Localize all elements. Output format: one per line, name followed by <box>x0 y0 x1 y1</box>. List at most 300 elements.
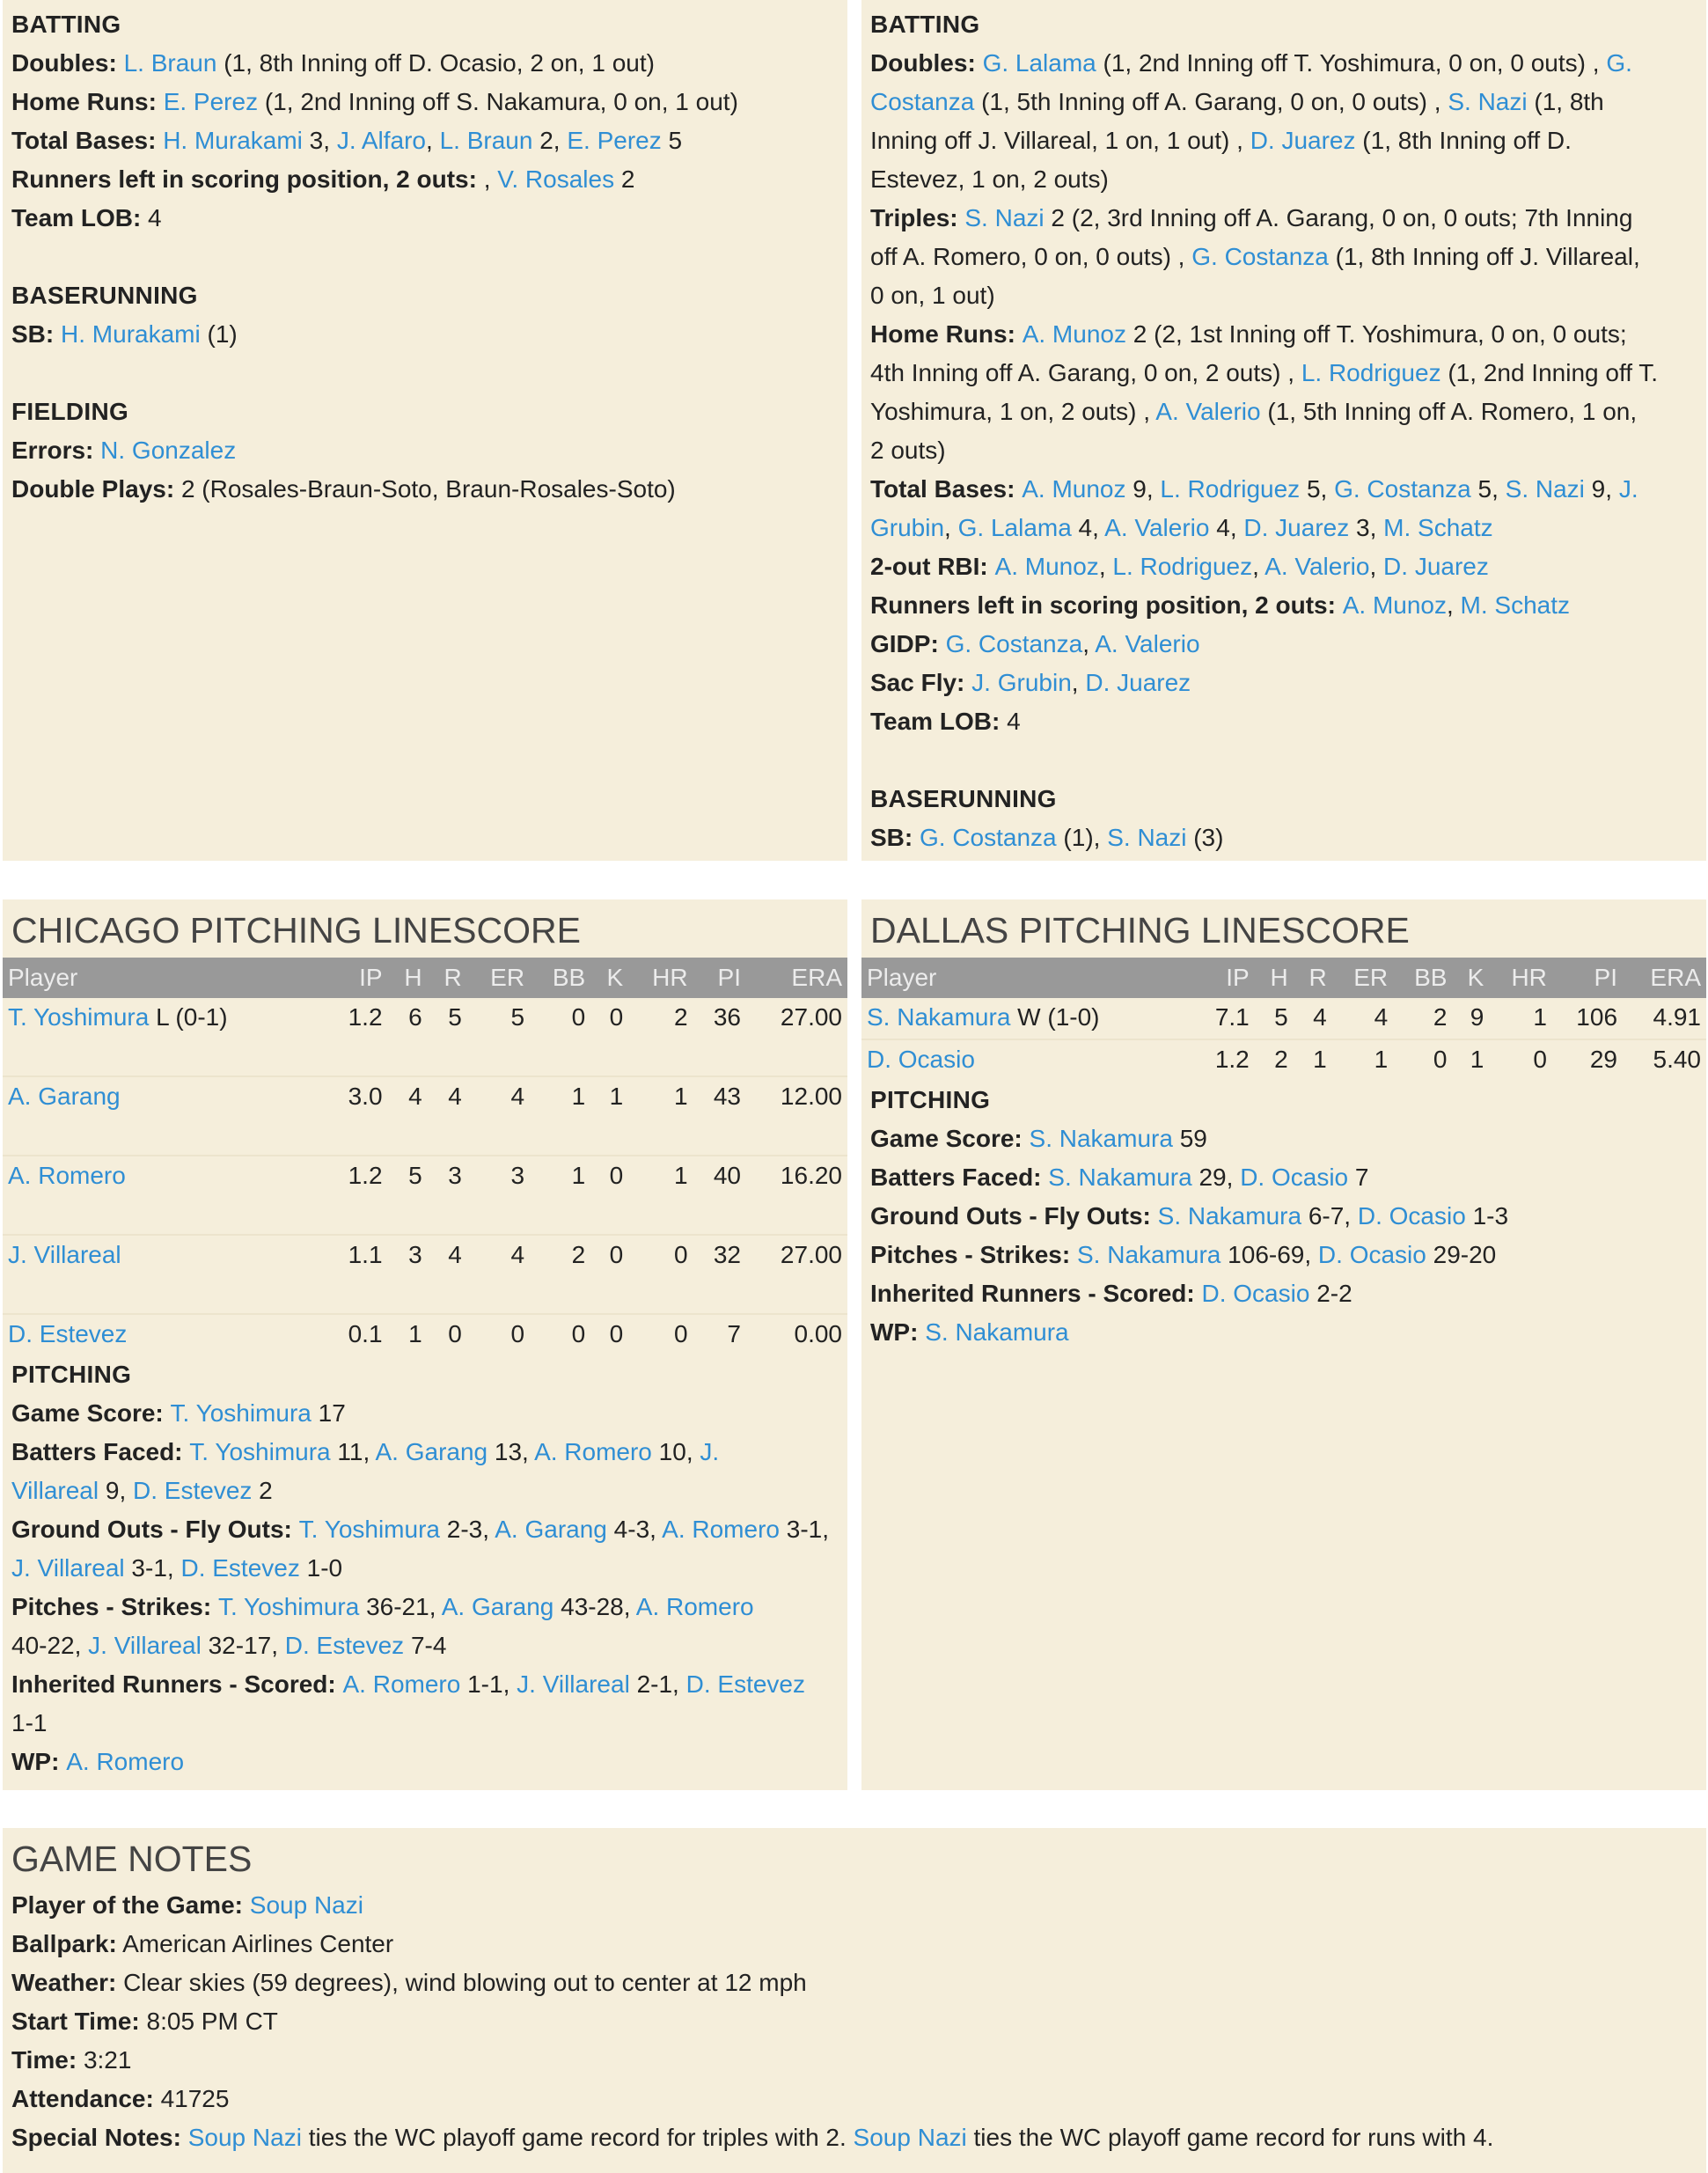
text-line <box>870 741 1697 780</box>
text-line <box>11 1588 839 1626</box>
player-link[interactable]: L. Rodriguez <box>1301 359 1441 386</box>
text-line <box>870 702 1697 741</box>
player-link[interactable]: M. Schatz <box>1460 591 1571 619</box>
player-link[interactable]: S. Nazi <box>964 204 1045 231</box>
text-line <box>870 1120 1697 1158</box>
player-link[interactable]: S. Nakamura <box>1076 1241 1221 1268</box>
stat-text: 4-3, <box>606 1516 663 1543</box>
player-link[interactable]: J. Villareal <box>88 1632 202 1659</box>
player-link[interactable]: G. <box>1606 49 1632 77</box>
player-link[interactable]: S. Nakamura <box>925 1318 1069 1346</box>
stat-cell-k: 0 <box>590 1235 628 1314</box>
stat-text: (1, 5th Inning off A. Garang, 0 on, 0 outs) , <box>974 88 1448 115</box>
dallas-pitching-table <box>861 958 1706 1081</box>
text-line <box>870 199 1697 238</box>
stat-label: Inherited Runners - Scored: <box>11 1670 343 1698</box>
stat-text: (1, 8th Inning off D. <box>1355 127 1572 154</box>
stat-cell-er: 5 <box>467 998 530 1076</box>
stat-text: 11, <box>330 1438 376 1465</box>
stat-cell-er: 4 <box>467 1235 530 1314</box>
player-link[interactable]: A. Munoz <box>1022 475 1126 503</box>
chicago-batting-panel <box>3 0 847 861</box>
stat-cell-hr: 1 <box>628 1076 693 1156</box>
column-header[interactable]: H <box>388 958 428 998</box>
text-line <box>870 509 1697 547</box>
stat-label: WP: <box>11 1748 67 1775</box>
text-line <box>870 1274 1697 1313</box>
stat-label: Batters Faced: <box>11 1438 190 1465</box>
stat-cell-era: 4.91 <box>1623 998 1706 1039</box>
player-link[interactable]: A. Romero <box>342 1670 461 1698</box>
player-link[interactable]: A. Valerio <box>1095 630 1200 657</box>
text-line <box>870 315 1697 354</box>
stat-text: , <box>1098 553 1113 580</box>
column-header[interactable]: ERA <box>746 958 847 998</box>
stat-cell-h: 3 <box>388 1235 428 1314</box>
stat-label: Batters Faced: <box>870 1164 1049 1191</box>
player-link[interactable]: D. Juarez <box>1250 127 1356 154</box>
stat-cell-ip: 1.2 <box>1214 1046 1250 1073</box>
text-line <box>870 1158 1697 1197</box>
player-link[interactable]: A. Valerio <box>1104 514 1210 541</box>
stat-cell-h: 6 <box>388 998 428 1076</box>
stat-cell-k: 0 <box>609 1320 624 1347</box>
player-cell <box>3 1235 325 1314</box>
player-link[interactable]: D. Juarez <box>1085 669 1191 696</box>
stat-cell-ip: 7.1 <box>1193 998 1254 1039</box>
stat-cell-ip: 1.2 <box>325 1156 387 1235</box>
text-line <box>11 1472 839 1510</box>
player-link[interactable]: A. Munoz <box>1022 320 1126 348</box>
stat-label: Ground Outs - Fly Outs: <box>870 1202 1158 1230</box>
stat-label: Triples: <box>870 204 965 231</box>
dallas-batting-lines <box>870 44 1697 857</box>
player-link[interactable]: G. Costanza <box>1191 243 1329 270</box>
text-line <box>870 1313 1697 1352</box>
stat-text: , <box>1252 553 1265 580</box>
player-link[interactable]: J. Grubin <box>971 669 1072 696</box>
player-link[interactable]: D. Ocasio <box>1201 1280 1310 1307</box>
text-line <box>11 1626 839 1665</box>
stat-text: 7 <box>1348 1164 1369 1191</box>
player-link[interactable]: D. Estevez <box>180 1554 300 1582</box>
stat-cell-bb: 0 <box>1433 1046 1448 1073</box>
player-link[interactable]: J. Alfaro <box>336 127 426 154</box>
dallas-pitching-panel <box>861 899 1706 1790</box>
player-link[interactable]: A. Valerio <box>1155 398 1261 425</box>
player-link[interactable]: H. Murakami <box>163 127 303 154</box>
stat-cell-bb: 1 <box>530 1076 590 1156</box>
player-link[interactable]: Costanza <box>870 88 975 115</box>
section-header: BASERUNNING <box>870 785 1057 812</box>
text-line <box>870 160 1697 199</box>
player-link[interactable]: D. Estevez <box>133 1477 253 1504</box>
stat-cell-bb: 0 <box>571 1320 586 1347</box>
stat-text: , <box>1446 591 1461 619</box>
decision-text: W (1-0) <box>1010 1003 1100 1031</box>
stat-text: 2 (2, 1st Inning off T. Yoshimura, 0 on, 0 outs; <box>1125 320 1627 348</box>
stat-text: 32-17, <box>201 1632 285 1659</box>
stat-cell-er: 3 <box>467 1156 530 1235</box>
table-row <box>861 1039 1706 1081</box>
stat-cell-pi: 36 <box>693 998 746 1076</box>
start-time-line: Start Time: 8:05 PM CT <box>11 2008 278 2035</box>
stat-cell-bb: 0 <box>530 998 590 1076</box>
player-link[interactable]: E. Perez <box>567 127 662 154</box>
player-link[interactable]: J. Villareal <box>517 1670 630 1698</box>
player-link[interactable]: J. <box>700 1438 720 1465</box>
player-link[interactable]: V. Rosales <box>497 165 615 193</box>
player-link[interactable]: D. Ocasio <box>1317 1241 1426 1268</box>
table-row <box>3 998 847 1076</box>
weather-line: Weather: Clear skies (59 degrees), wind blowing out to center at 12 mph <box>11 1969 807 1996</box>
pitching-header: PITCHING <box>11 1361 132 1388</box>
team-lob-line: Team LOB: 4 <box>11 204 162 231</box>
stat-label: Ground Outs - Fly Outs: <box>11 1516 299 1543</box>
stat-cell-era: 0.00 <box>794 1320 842 1347</box>
stat-label: Doubles: <box>870 49 983 77</box>
text-line <box>870 393 1697 431</box>
column-header[interactable]: ER <box>1332 958 1393 998</box>
stat-text: 43-28, <box>553 1593 636 1620</box>
stat-label: Inherited Runners - Scored: <box>870 1280 1202 1307</box>
stat-text: 2-2 <box>1309 1280 1352 1307</box>
stat-text: 13, <box>487 1438 535 1465</box>
player-link[interactable]: A. Munoz <box>1342 591 1447 619</box>
stat-text: Yoshimura, 1 on, 2 outs) , <box>870 398 1156 425</box>
text-line <box>11 1433 839 1472</box>
player-link[interactable]: D. Estevez <box>8 1320 128 1347</box>
player-link[interactable]: A. Romero <box>534 1438 652 1465</box>
player-link[interactable]: D. Estevez <box>685 1670 805 1698</box>
column-header[interactable]: PI <box>1552 958 1623 998</box>
stat-text: 4, <box>1209 514 1244 541</box>
stat-cell-h: 4 <box>388 1076 428 1156</box>
stat-text: (1, 2nd Inning off T. <box>1440 359 1659 386</box>
player-cell <box>3 1156 325 1235</box>
special-notes-line: Special Notes: Soup Nazi ties the WC playoff game record for triples with 2. Soup Nazi ties the WC playoff game record for runs with 4. <box>11 2124 1494 2151</box>
stat-cell-r: 0 <box>448 1320 462 1347</box>
player-link[interactable]: S. Nakamura <box>867 1003 1011 1031</box>
stat-cell-era: 5.40 <box>1653 1046 1701 1073</box>
text-line <box>870 664 1697 702</box>
player-link[interactable]: S. Nazi <box>1505 475 1585 503</box>
text-line <box>11 1549 839 1588</box>
player-link[interactable]: Villareal <box>11 1477 99 1504</box>
column-header[interactable]: HR <box>1489 958 1552 998</box>
player-link[interactable]: D. Juarez <box>1243 514 1350 541</box>
column-header[interactable]: Player <box>861 958 1193 998</box>
doubles-line: Doubles: L. Braun (1, 8th Inning off D. Ocasio, 2 on, 1 out) <box>11 49 655 77</box>
player-link[interactable]: A. Garang <box>495 1516 607 1543</box>
stat-label: Game Score: <box>11 1399 171 1427</box>
stat-cell-k: 0 <box>590 998 628 1076</box>
column-header[interactable]: K <box>1452 958 1489 998</box>
column-header[interactable]: Player <box>3 958 325 998</box>
stat-label: Sac Fly: <box>870 669 972 696</box>
table-row <box>3 1314 847 1355</box>
stat-cell-hr: 0 <box>628 1235 693 1314</box>
player-link[interactable]: G. Lalama <box>957 514 1072 541</box>
player-link[interactable]: S. Nakamura <box>1157 1202 1302 1230</box>
stat-text: 10, <box>651 1438 700 1465</box>
stat-text: 9, <box>99 1477 134 1504</box>
text-line <box>11 1743 839 1781</box>
player-link[interactable]: A. Munoz <box>994 553 1099 580</box>
player-link[interactable]: A. Valerio <box>1265 553 1370 580</box>
column-header[interactable]: ERA <box>1623 958 1706 998</box>
player-link[interactable]: Grubin <box>870 514 945 541</box>
player-link[interactable]: M. Schatz <box>1383 514 1493 541</box>
stat-cell-k: 1 <box>1470 1046 1484 1073</box>
column-header[interactable]: BB <box>530 958 590 998</box>
player-link[interactable]: S. Nazi <box>1448 88 1528 115</box>
stat-label: Game Score: <box>870 1125 1030 1152</box>
stat-cell-h: 2 <box>1274 1046 1288 1073</box>
chicago-pitching-title: CHICAGO PITCHING LINESCORE <box>11 910 581 951</box>
stat-text: 1-3 <box>1465 1202 1509 1230</box>
stat-cell-ip: 3.0 <box>325 1076 387 1156</box>
player-link[interactable]: G. Costanza <box>920 824 1057 851</box>
baserunning-header: BASERUNNING <box>11 282 198 309</box>
stat-cell-r: 5 <box>428 998 467 1076</box>
sb-line: SB: H. Murakami (1) <box>11 320 238 348</box>
stat-text: 17 <box>311 1399 346 1427</box>
dallas-pitching-title: DALLAS PITCHING LINESCORE <box>870 910 1410 951</box>
stat-text: 9, <box>1584 475 1619 503</box>
player-link[interactable]: D. Ocasio <box>867 1046 975 1073</box>
stat-text: 3, <box>1349 514 1384 541</box>
column-header[interactable]: HR <box>628 958 693 998</box>
player-link[interactable]: A. Romero <box>635 1593 754 1620</box>
player-cell <box>3 998 325 1076</box>
player-link[interactable]: D. Ocasio <box>1357 1202 1466 1230</box>
text-line <box>870 547 1697 586</box>
text-line <box>870 431 1697 470</box>
player-link[interactable]: Soup Nazi <box>249 1891 363 1919</box>
stat-text: 3-1, <box>124 1554 181 1582</box>
chicago-pitching-lines <box>11 1394 839 1781</box>
column-header[interactable]: R <box>428 958 467 998</box>
text-line <box>870 1236 1697 1274</box>
text-line <box>870 276 1697 315</box>
decision-text: L (0-1) <box>149 1003 228 1031</box>
player-link[interactable]: E. Perez <box>163 88 259 115</box>
stat-cell-pi: 32 <box>693 1235 746 1314</box>
player-link[interactable]: T. Yoshimura <box>170 1399 312 1427</box>
player-link[interactable]: T. Yoshimura <box>189 1438 331 1465</box>
player-cell <box>861 998 1193 1039</box>
stat-cell-pi: 7 <box>727 1320 741 1347</box>
text-line <box>870 354 1697 393</box>
stat-text: (1), <box>1056 824 1108 851</box>
table-row <box>3 1235 847 1314</box>
stat-cell-ip: 1.1 <box>325 1235 387 1314</box>
stat-cell-er: 4 <box>467 1076 530 1156</box>
column-header[interactable]: BB <box>1393 958 1452 998</box>
stat-text: Estevez, 1 on, 2 outs) <box>870 165 1109 193</box>
stat-cell-era: 12.00 <box>746 1076 847 1156</box>
table-row <box>3 1156 847 1235</box>
player-link[interactable]: A. Garang <box>441 1593 554 1620</box>
stat-text: 2 <box>252 1477 273 1504</box>
stat-text: 1-1 <box>11 1709 48 1736</box>
pitching-header: PITCHING <box>870 1086 991 1113</box>
double-plays-line: Double Plays: 2 (Rosales-Braun-Soto, Braun-Rosales-Soto) <box>11 475 676 503</box>
player-link[interactable]: G. Costanza <box>1334 475 1471 503</box>
text-line <box>870 586 1697 625</box>
stat-label: Pitches - Strikes: <box>870 1241 1077 1268</box>
stat-cell-era: 16.20 <box>746 1156 847 1235</box>
total-bases-line: Total Bases: H. Murakami 3, J. Alfaro, L. Braun 2, E. Perez 5 <box>11 127 683 154</box>
player-link[interactable]: G. Costanza <box>945 630 1083 657</box>
stat-cell-r: 3 <box>428 1156 467 1235</box>
player-link[interactable]: A. Garang <box>8 1083 121 1110</box>
text-line <box>870 819 1697 857</box>
player-link[interactable]: Soup Nazi <box>853 2124 967 2151</box>
stat-text: 29-20 <box>1426 1241 1497 1268</box>
player-link[interactable]: T. Yoshimura <box>217 1593 360 1620</box>
stat-label: Total Bases: <box>870 475 1023 503</box>
text-line <box>11 1510 839 1549</box>
player-link[interactable]: D. Ocasio <box>1240 1164 1349 1191</box>
player-link[interactable]: T. Yoshimura <box>8 1003 150 1031</box>
column-header[interactable]: IP <box>325 958 387 998</box>
column-header[interactable]: IP <box>1193 958 1254 998</box>
game-notes-title: GAME NOTES <box>11 1839 253 1879</box>
fielding-header: FIELDING <box>11 398 129 425</box>
stat-text: 5, <box>1300 475 1335 503</box>
player-link[interactable]: H. Murakami <box>61 320 201 348</box>
dallas-pitching-lines <box>870 1120 1697 1352</box>
player-link[interactable]: A. Garang <box>375 1438 488 1465</box>
stat-cell-era: 27.00 <box>746 998 847 1076</box>
column-header[interactable]: PI <box>693 958 746 998</box>
stat-cell-ip: 1.2 <box>325 998 387 1076</box>
player-cell <box>3 1076 325 1156</box>
stat-cell-er: 0 <box>510 1320 525 1347</box>
table-row <box>861 998 1706 1039</box>
table-row <box>3 1076 847 1156</box>
stat-cell-r: 4 <box>428 1235 467 1314</box>
stat-label: SB: <box>870 824 920 851</box>
player-link[interactable]: J. <box>1618 475 1638 503</box>
risp-line: Runners left in scoring position, 2 outs: , V. Rosales 2 <box>11 165 635 193</box>
stat-text: , <box>1071 669 1086 696</box>
text-line <box>11 1704 839 1743</box>
stat-text: 4 <box>1007 708 1021 735</box>
player-link[interactable]: L. Braun <box>123 49 217 77</box>
stat-text: 40-22, <box>11 1632 89 1659</box>
stat-cell-r: 4 <box>1294 998 1332 1039</box>
column-header[interactable]: K <box>590 958 628 998</box>
text-line <box>870 44 1697 83</box>
stat-cell-bb: 2 <box>1393 998 1452 1039</box>
stat-label: 2-out RBI: <box>870 553 995 580</box>
stat-text: 29, <box>1191 1164 1241 1191</box>
stat-text: , <box>944 514 958 541</box>
stat-cell-era: 27.00 <box>746 1235 847 1314</box>
stat-cell-pi: 43 <box>693 1076 746 1156</box>
chicago-pitching-table <box>3 958 847 1355</box>
stat-cell-hr: 0 <box>1533 1046 1547 1073</box>
player-link[interactable]: S. Nakamura <box>1029 1125 1173 1152</box>
batting-header: BATTING <box>11 11 121 38</box>
player-link[interactable]: L. Rodriguez <box>1112 553 1253 580</box>
player-link[interactable]: D. Juarez <box>1383 553 1489 580</box>
stat-cell-r: 4 <box>428 1076 467 1156</box>
player-link[interactable]: T. Yoshimura <box>298 1516 440 1543</box>
stat-cell-hr: 1 <box>1489 998 1552 1039</box>
stat-text: 1-0 <box>299 1554 343 1582</box>
column-header[interactable]: H <box>1255 958 1294 998</box>
stat-text: 9, <box>1125 475 1161 503</box>
stat-text: (1, 2nd Inning off T. Yoshimura, 0 on, 0 outs) , <box>1096 49 1607 77</box>
stat-cell-r: 1 <box>1313 1046 1327 1073</box>
text-line <box>870 83 1697 121</box>
game-time-line: Time: 3:21 <box>11 2046 132 2074</box>
player-link[interactable]: A. Romero <box>8 1162 126 1189</box>
game-notes-panel <box>3 1828 1706 2173</box>
player-cell <box>861 1039 1193 1081</box>
player-link[interactable]: A. Romero <box>66 1748 185 1775</box>
column-header[interactable]: ER <box>467 958 530 998</box>
player-link[interactable]: N. Gonzalez <box>100 437 237 464</box>
stat-text: , <box>1082 630 1096 657</box>
text-line <box>11 1665 839 1704</box>
player-link[interactable]: J. Villareal <box>8 1241 121 1268</box>
text-line <box>870 238 1697 276</box>
stat-text: (1, 8th Inning off J. Villareal, <box>1328 243 1640 270</box>
player-link[interactable]: S. Nakamura <box>1048 1164 1192 1191</box>
text-line <box>870 780 1697 819</box>
stat-cell-bb: 2 <box>530 1235 590 1314</box>
stat-text: , <box>1369 553 1384 580</box>
text-line <box>870 121 1697 160</box>
chicago-pitching-panel <box>3 899 847 1790</box>
stat-cell-h: 5 <box>1255 998 1294 1039</box>
player-link[interactable]: Soup Nazi <box>187 2124 302 2151</box>
player-link[interactable]: L. Rodriguez <box>1160 475 1301 503</box>
stat-cell-ip: 0.1 <box>348 1320 383 1347</box>
player-link[interactable]: S. Nazi <box>1107 824 1187 851</box>
column-header[interactable]: R <box>1294 958 1332 998</box>
player-link[interactable]: D. Estevez <box>284 1632 405 1659</box>
stat-text: 5, <box>1470 475 1506 503</box>
stat-text: 106-69, <box>1221 1241 1318 1268</box>
stat-cell-er: 1 <box>1374 1046 1389 1073</box>
stat-cell-k: 9 <box>1452 998 1489 1039</box>
stat-text: 2 (2, 3rd Inning off A. Garang, 0 on, 0 outs; 7th Inning <box>1044 204 1633 231</box>
stat-cell-bb: 1 <box>530 1156 590 1235</box>
stat-label: Pitches - Strikes: <box>11 1593 218 1620</box>
errors-line: Errors: N. Gonzalez <box>11 437 237 464</box>
player-link[interactable]: A. Romero <box>662 1516 780 1543</box>
stat-text: 7-4 <box>404 1632 447 1659</box>
stat-cell-k: 1 <box>590 1076 628 1156</box>
player-link[interactable]: L. Braun <box>439 127 533 154</box>
player-link[interactable]: J. Villareal <box>11 1554 125 1582</box>
text-line <box>870 1197 1697 1236</box>
stat-cell-hr: 1 <box>628 1156 693 1235</box>
stat-text: (1, 5th Inning off A. Romero, 1 on, <box>1260 398 1638 425</box>
stat-cell-k: 0 <box>590 1156 628 1235</box>
stat-text: 4th Inning off A. Garang, 0 on, 2 outs) , <box>870 359 1301 386</box>
stat-cell-h: 1 <box>408 1320 422 1347</box>
player-link[interactable]: G. Lalama <box>982 49 1096 77</box>
text-line <box>870 625 1697 664</box>
batting-header: BATTING <box>870 11 980 38</box>
